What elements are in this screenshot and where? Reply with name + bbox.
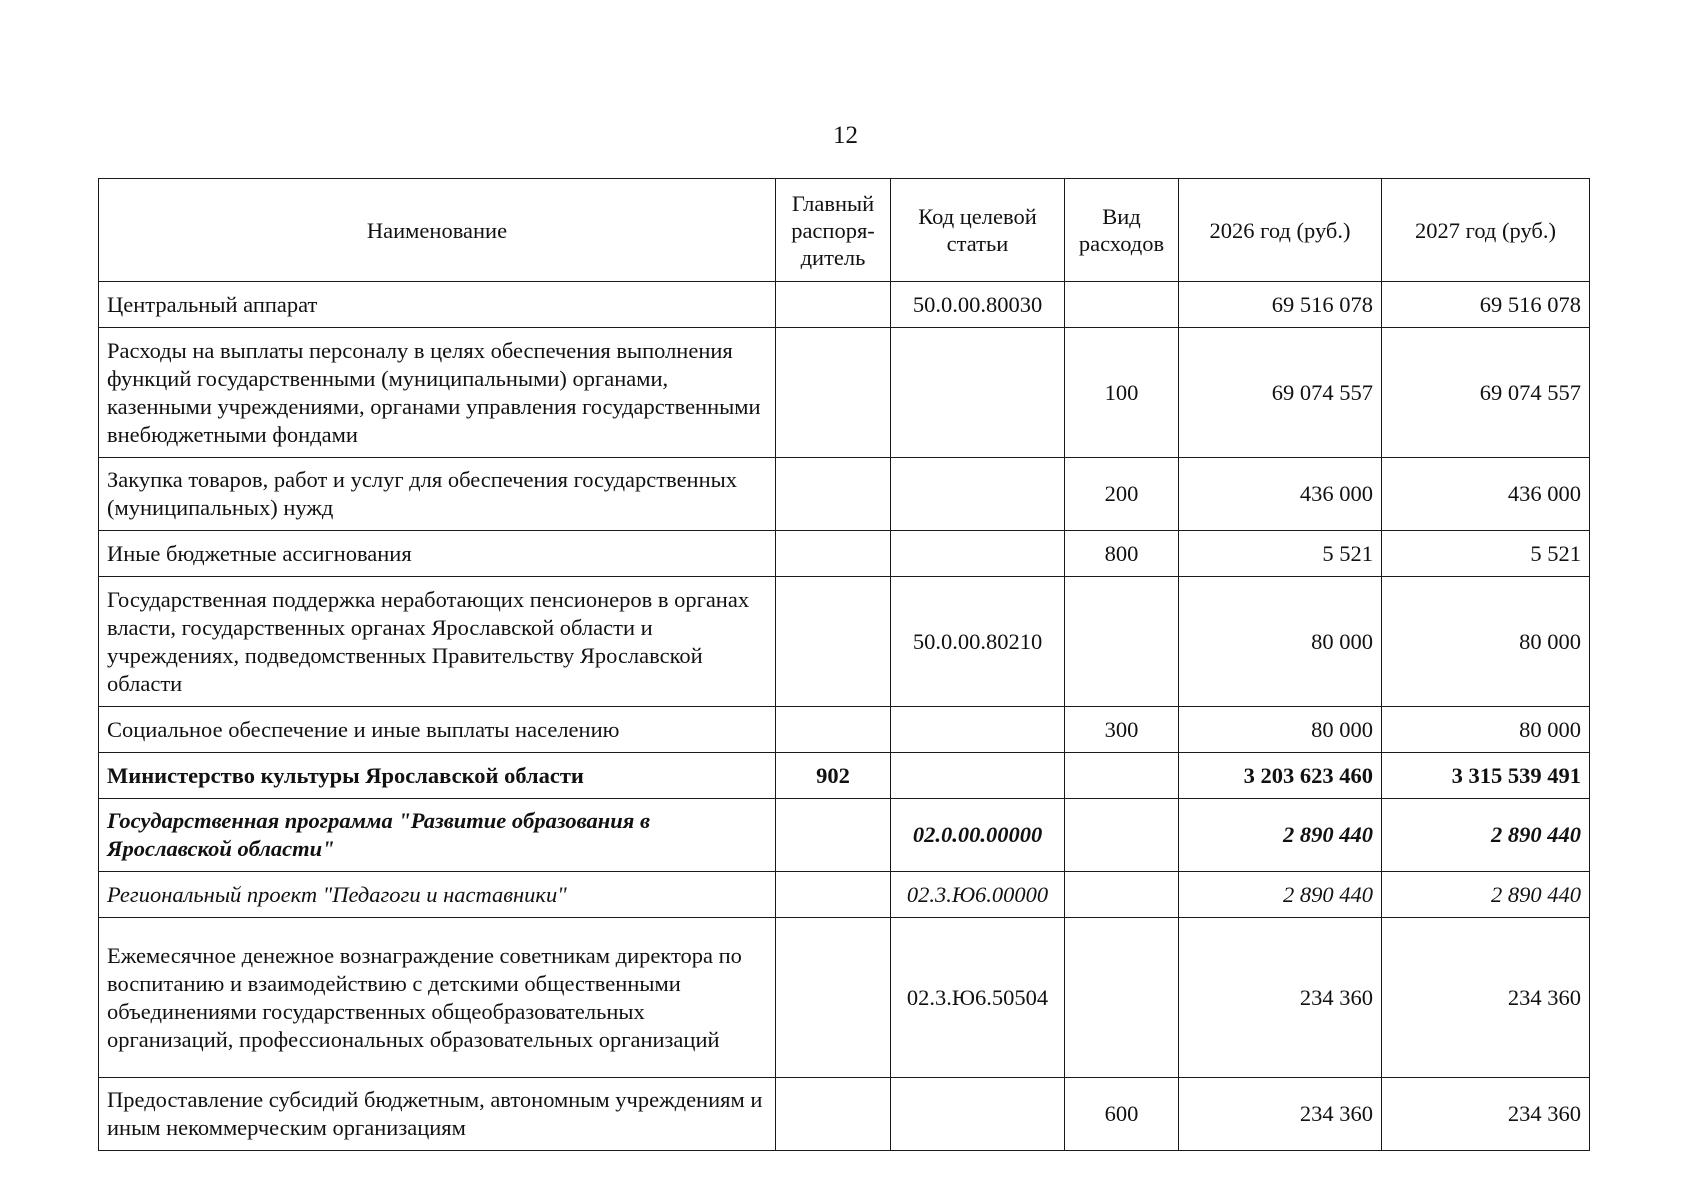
row-2026: 80 000	[1179, 707, 1382, 753]
header-year-2026: 2026 год (руб.)	[1179, 179, 1382, 282]
row-manager	[776, 282, 891, 328]
row-2026: 5 521	[1179, 531, 1382, 577]
row-code: 50.0.00.80030	[891, 282, 1065, 328]
row-code	[891, 328, 1065, 458]
table-row	[99, 282, 1590, 328]
row-code: 02.3.Ю6.00000	[891, 872, 1065, 918]
table-row	[99, 753, 1590, 799]
row-2027: 80 000	[1382, 577, 1590, 707]
row-manager	[776, 707, 891, 753]
row-code	[891, 753, 1065, 799]
row-2027: 234 360	[1382, 1078, 1590, 1151]
row-2027: 3 315 539 491	[1382, 753, 1590, 799]
header-name: Наименование	[99, 179, 776, 282]
row-2027: 69 516 078	[1382, 282, 1590, 328]
row-2026: 80 000	[1179, 577, 1382, 707]
row-name: Предоставление субсидий бюджетным, автономным учреждениям и иным некоммерческим организациям	[99, 1078, 776, 1151]
row-type	[1065, 282, 1179, 328]
header-expense-type: Вид расходов	[1065, 179, 1179, 282]
row-manager: 902	[776, 753, 891, 799]
row-code	[891, 458, 1065, 531]
row-2026: 69 516 078	[1179, 282, 1382, 328]
row-2027: 2 890 440	[1382, 799, 1590, 872]
row-manager	[776, 918, 891, 1078]
row-manager	[776, 1078, 891, 1151]
row-code: 02.3.Ю6.50504	[891, 918, 1065, 1078]
row-type	[1065, 799, 1179, 872]
row-2027: 5 521	[1382, 531, 1590, 577]
row-type: 600	[1065, 1078, 1179, 1151]
row-name: Центральный аппарат	[99, 282, 776, 328]
row-name: Региональный проект "Педагоги и наставники"	[99, 872, 776, 918]
row-2027: 2 890 440	[1382, 872, 1590, 918]
table-row	[99, 707, 1590, 753]
table-row	[99, 458, 1590, 531]
row-name: Иные бюджетные ассигнования	[99, 531, 776, 577]
row-2026: 69 074 557	[1179, 328, 1382, 458]
row-manager	[776, 531, 891, 577]
row-type	[1065, 577, 1179, 707]
row-2027: 69 074 557	[1382, 328, 1590, 458]
header-main-manager: Главный распоря-дитель	[776, 179, 891, 282]
row-name: Закупка товаров, работ и услуг для обеспечения государственных (муниципальных) нужд	[99, 458, 776, 531]
row-2027: 234 360	[1382, 918, 1590, 1078]
row-code	[891, 1078, 1065, 1151]
row-name: Министерство культуры Ярославской области	[99, 753, 776, 799]
row-manager	[776, 458, 891, 531]
page-number: 12	[833, 122, 858, 149]
row-manager	[776, 328, 891, 458]
row-name: Государственная программа "Развитие образования в Ярославской области"	[99, 799, 776, 872]
table-row	[99, 577, 1590, 707]
row-2027: 436 000	[1382, 458, 1590, 531]
row-manager	[776, 799, 891, 872]
header-year-2027: 2027 год (руб.)	[1382, 179, 1590, 282]
header-target-code: Код целевой статьи	[891, 179, 1065, 282]
table-header-row	[99, 179, 1590, 282]
row-type	[1065, 753, 1179, 799]
table-row	[99, 531, 1590, 577]
row-2026: 234 360	[1179, 918, 1382, 1078]
row-code: 02.0.00.00000	[891, 799, 1065, 872]
row-type: 100	[1065, 328, 1179, 458]
row-type: 800	[1065, 531, 1179, 577]
table-row	[99, 918, 1590, 1078]
row-type	[1065, 872, 1179, 918]
table-row	[99, 1078, 1590, 1151]
row-type: 300	[1065, 707, 1179, 753]
row-2026: 2 890 440	[1179, 872, 1382, 918]
row-code	[891, 707, 1065, 753]
row-code	[891, 531, 1065, 577]
table-row	[99, 328, 1590, 458]
row-manager	[776, 577, 891, 707]
row-2026: 2 890 440	[1179, 799, 1382, 872]
row-name: Расходы на выплаты персоналу в целях обеспечения выполнения функций государственными (муниципальными) органами, казенными учреждениями, органами управления государственными внебюджетными фондами	[99, 328, 776, 458]
table-row	[99, 799, 1590, 872]
budget-table	[98, 178, 1590, 1151]
row-2027: 80 000	[1382, 707, 1590, 753]
row-name: Государственная поддержка неработающих пенсионеров в органах власти, государственных органах Ярославской области и учреждениях, подведомственных Правительству Ярославской области	[99, 577, 776, 707]
row-type: 200	[1065, 458, 1179, 531]
row-2026: 3 203 623 460	[1179, 753, 1382, 799]
table-row	[99, 872, 1590, 918]
row-2026: 436 000	[1179, 458, 1382, 531]
row-2026: 234 360	[1179, 1078, 1382, 1151]
row-name: Ежемесячное денежное вознаграждение советникам директора по воспитанию и взаимодействию с детскими общественными объединениями государственных общеобразовательных организаций, профессиональных образовательных организаций	[99, 918, 776, 1078]
row-name: Социальное обеспечение и иные выплаты населению	[99, 707, 776, 753]
row-type	[1065, 918, 1179, 1078]
row-manager	[776, 872, 891, 918]
row-code: 50.0.00.80210	[891, 577, 1065, 707]
